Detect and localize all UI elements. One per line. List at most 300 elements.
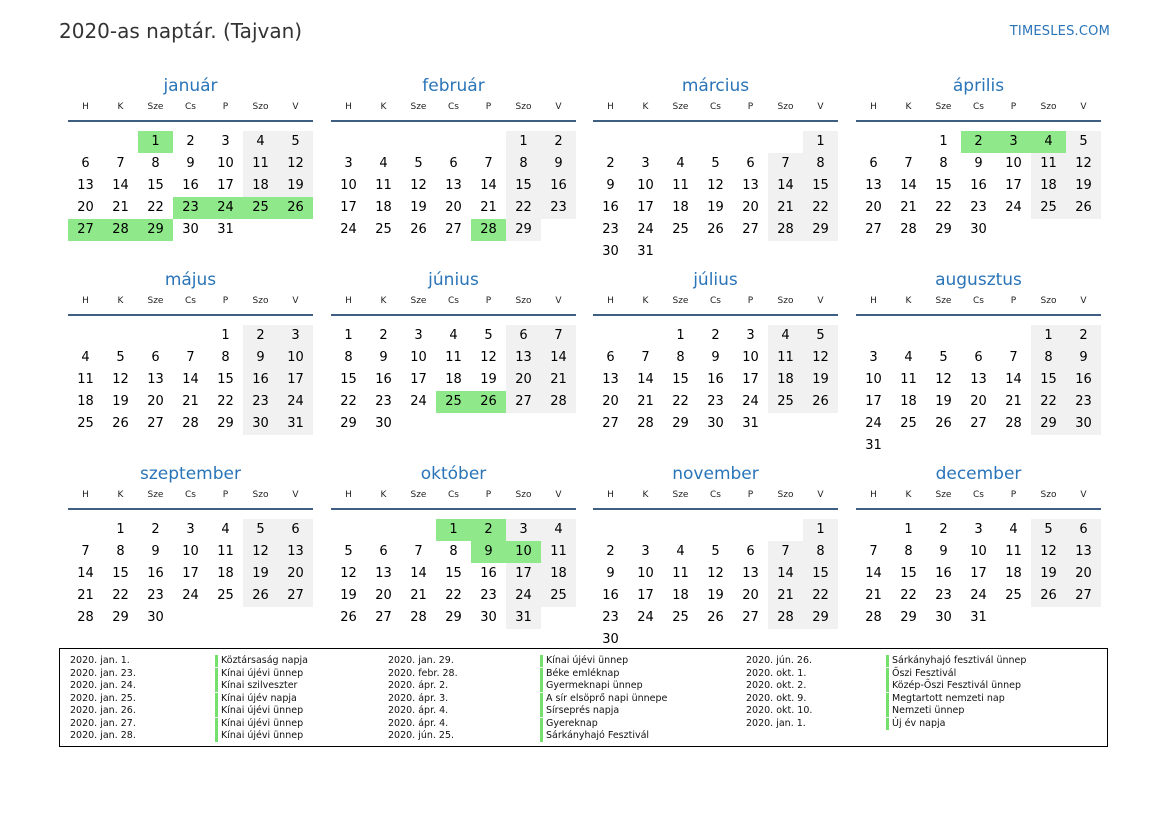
legend-date: 2020. okt. 1. — [746, 667, 807, 679]
weekday-label: Cs — [710, 296, 721, 306]
weekday-label: P — [485, 296, 492, 306]
header-divider — [593, 508, 838, 510]
weekday-label: P — [1010, 102, 1017, 112]
weekday-label: V — [1080, 296, 1087, 306]
day-cell: 31 — [865, 438, 882, 453]
day-cell: 18 — [672, 200, 689, 215]
day-cell: 24 — [208, 197, 243, 219]
legend-holiday-name: Köztársaság napja — [215, 655, 308, 667]
legend-date: 2020. jan. 24. — [70, 680, 136, 691]
weekday-label: V — [817, 296, 824, 306]
day-cell: 5 — [484, 328, 493, 343]
weekday-label: H — [82, 102, 89, 112]
day-cell: 21 — [541, 369, 576, 391]
month-4 — [68, 270, 313, 460]
day-cell: 30 — [970, 222, 987, 237]
day-cell: 11 — [445, 350, 462, 365]
day-cell: 17 — [1005, 178, 1022, 193]
day-cell: 16 — [480, 566, 497, 581]
day-cell: 17 — [637, 588, 654, 603]
day-cell: 17 — [637, 200, 654, 215]
weekday-label: Sze — [410, 102, 427, 112]
day-cell: 15 — [803, 563, 838, 585]
day-cell: 13 — [147, 372, 164, 387]
weekday-label: P — [485, 490, 492, 500]
day-cell: 10 — [637, 178, 654, 193]
day-cell: 17 — [506, 563, 541, 585]
weekday-label: H — [607, 102, 614, 112]
day-cell: 27 — [147, 416, 164, 431]
weekday-label: Cs — [973, 296, 984, 306]
day-cell: 25 — [77, 416, 94, 431]
day-cell: 11 — [375, 178, 392, 193]
weekday-header — [856, 296, 1101, 310]
day-cell: 6 — [449, 156, 458, 171]
weekday-label: P — [222, 490, 229, 500]
day-cell: 23 — [970, 200, 987, 215]
day-cell: 22 — [445, 588, 462, 603]
day-cell: 9 — [606, 178, 615, 193]
legend-date: 2020. jan. 26. — [70, 705, 136, 716]
day-cell: 24 — [742, 394, 759, 409]
day-cell: 20 — [506, 369, 541, 391]
day-cell: 20 — [445, 200, 462, 215]
day-cell: 3 — [506, 519, 541, 541]
day-cell: 17 — [182, 566, 199, 581]
legend-holiday-name: Gyermeknapi ünnep — [540, 680, 643, 692]
day-cell: 4 — [81, 350, 90, 365]
day-cell: 7 — [904, 156, 913, 171]
day-cell: 22 — [935, 200, 952, 215]
day-cell: 15 — [112, 566, 129, 581]
day-cell: 16 — [182, 178, 199, 193]
weekday-label: Szo — [777, 102, 794, 112]
day-cell: 25 — [375, 222, 392, 237]
day-cell: 13 — [375, 566, 392, 581]
month-2 — [593, 76, 838, 266]
day-cell: 17 — [970, 566, 987, 581]
day-cell: 10 — [182, 544, 199, 559]
month-5 — [331, 270, 576, 460]
day-cell: 20 — [1066, 563, 1101, 585]
day-cell: 26 — [471, 391, 506, 413]
day-cell: 19 — [278, 175, 313, 197]
day-cell: 4 — [379, 156, 388, 171]
weekday-label: H — [82, 490, 89, 500]
day-cell: 10 — [340, 178, 357, 193]
day-cell: 29 — [1031, 413, 1066, 435]
day-cell: 6 — [1066, 519, 1101, 541]
weekday-label: H — [345, 102, 352, 112]
day-cell: 27 — [970, 416, 987, 431]
day-cell: 7 — [186, 350, 195, 365]
day-cell: 3 — [414, 328, 423, 343]
day-cell: 12 — [480, 350, 497, 365]
day-cell: 13 — [602, 372, 619, 387]
day-cell: 9 — [711, 350, 720, 365]
day-cell: 20 — [147, 394, 164, 409]
day-cell: 20 — [970, 394, 987, 409]
day-cell: 2 — [186, 134, 195, 149]
day-cell: 13 — [865, 178, 882, 193]
site-link[interactable]: TIMESLES.COM — [1009, 24, 1110, 39]
legend-date: 2020. febr. 28. — [388, 667, 458, 679]
day-cell: 29 — [672, 416, 689, 431]
weekday-label: P — [747, 102, 754, 112]
legend-date: 2020. jún. 26. — [746, 655, 813, 666]
legend-holiday-name: A sír elsöprő napi ünnepe — [540, 693, 667, 705]
day-cell: 1 — [344, 328, 353, 343]
weekday-label: H — [870, 102, 877, 112]
day-cell: 8 — [221, 350, 230, 365]
day-cell: 13 — [970, 372, 987, 387]
day-cell: 11 — [768, 347, 803, 369]
month-name: november — [672, 464, 759, 484]
weekday-label: V — [555, 102, 562, 112]
day-cell: 29 — [803, 607, 838, 629]
day-cell: 19 — [410, 200, 427, 215]
day-cell: 13 — [445, 178, 462, 193]
legend-holiday-name: Kínai újév napja — [215, 693, 297, 705]
day-cell: 29 — [935, 222, 952, 237]
day-cell: 21 — [768, 585, 803, 607]
day-cell: 1 — [803, 519, 838, 541]
day-cell: 10 — [637, 566, 654, 581]
weekday-label: Cs — [448, 102, 459, 112]
day-cell: 22 — [1031, 391, 1066, 413]
day-cell: 16 — [970, 178, 987, 193]
legend-holiday-name: Gyereknap — [540, 718, 598, 730]
legend-date: 2020. jan. 1. — [746, 717, 806, 729]
weekday-label: Szo — [515, 102, 532, 112]
weekday-label: Szo — [252, 296, 269, 306]
day-cell: 12 — [707, 566, 724, 581]
day-cell: 25 — [541, 585, 576, 607]
legend-holiday-name: Közép-Őszi Fesztivál ünnep — [886, 680, 1021, 692]
day-cell: 30 — [1066, 413, 1101, 435]
header-divider — [593, 314, 838, 316]
day-cell: 22 — [803, 197, 838, 219]
day-cell: 16 — [375, 372, 392, 387]
legend-date: 2020. jan. 29. — [388, 655, 454, 666]
legend-holiday-name: Béke emléknap — [540, 668, 619, 680]
weekday-label: Szo — [777, 490, 794, 500]
day-cell: 18 — [900, 394, 917, 409]
day-cell: 27 — [742, 222, 759, 237]
day-cell: 10 — [865, 372, 882, 387]
day-cell: 25 — [672, 222, 689, 237]
day-cell: 30 — [480, 610, 497, 625]
month-0 — [68, 76, 313, 266]
month-10 — [593, 464, 838, 654]
weekday-label: H — [870, 296, 877, 306]
month-1 — [331, 76, 576, 266]
day-cell: 1 — [1031, 325, 1066, 347]
day-cell: 22 — [340, 394, 357, 409]
weekday-label: Cs — [710, 102, 721, 112]
weekday-label: Cs — [185, 296, 196, 306]
legend-holiday-name: Kínai újévi ünnep — [215, 730, 303, 742]
day-cell: 5 — [939, 350, 948, 365]
day-cell: 7 — [768, 153, 803, 175]
day-cell: 25 — [1031, 197, 1066, 219]
day-cell: 28 — [410, 610, 427, 625]
day-cell: 30 — [707, 416, 724, 431]
day-cell: 30 — [935, 610, 952, 625]
header-divider — [331, 120, 576, 122]
month-name: december — [935, 464, 1022, 484]
day-cell: 15 — [445, 566, 462, 581]
day-cell: 29 — [340, 416, 357, 431]
day-cell: 8 — [116, 544, 125, 559]
weekday-label: V — [292, 102, 299, 112]
legend-holiday-name: Sírseprés napja — [540, 705, 619, 717]
day-cell: 17 — [865, 394, 882, 409]
day-cell: 19 — [243, 563, 278, 585]
day-cell: 2 — [1066, 325, 1101, 347]
weekday-label: V — [292, 296, 299, 306]
day-cell: 24 — [410, 394, 427, 409]
day-cell: 14 — [768, 175, 803, 197]
weekday-label: Sze — [935, 102, 952, 112]
day-cell: 14 — [480, 178, 497, 193]
weekday-label: Sze — [672, 296, 689, 306]
day-cell: 21 — [112, 200, 129, 215]
day-cell: 9 — [471, 541, 506, 563]
day-cell: 8 — [904, 544, 913, 559]
day-cell: 19 — [1031, 563, 1066, 585]
day-cell: 14 — [637, 372, 654, 387]
day-cell: 9 — [243, 347, 278, 369]
weekday-label: P — [222, 102, 229, 112]
day-cell: 11 — [1005, 544, 1022, 559]
day-cell: 4 — [1031, 131, 1066, 153]
month-name: április — [952, 76, 1005, 96]
day-cell: 11 — [541, 541, 576, 563]
day-cell: 3 — [996, 131, 1031, 153]
day-cell: 13 — [742, 178, 759, 193]
day-cell: 20 — [278, 563, 313, 585]
day-cell: 27 — [865, 222, 882, 237]
day-cell: 8 — [151, 156, 160, 171]
day-cell: 13 — [506, 347, 541, 369]
day-cell: 26 — [1066, 197, 1101, 219]
day-cell: 22 — [217, 394, 234, 409]
weekday-label: K — [117, 490, 124, 500]
day-cell: 4 — [768, 325, 803, 347]
weekday-label: P — [222, 296, 229, 306]
day-cell: 26 — [935, 416, 952, 431]
month-name: május — [164, 270, 217, 290]
day-cell: 8 — [803, 153, 838, 175]
day-cell: 27 — [1066, 585, 1101, 607]
weekday-header — [68, 490, 313, 504]
day-cell: 6 — [869, 156, 878, 171]
day-cell: 16 — [243, 369, 278, 391]
day-cell: 20 — [865, 200, 882, 215]
day-cell: 16 — [707, 372, 724, 387]
day-cell: 13 — [742, 566, 759, 581]
day-cell: 8 — [344, 350, 353, 365]
day-cell: 5 — [278, 131, 313, 153]
weekday-label: V — [555, 490, 562, 500]
day-cell: 17 — [410, 372, 427, 387]
legend-holiday-name: Kínai újévi ünnep — [215, 668, 303, 680]
weekday-label: Sze — [672, 490, 689, 500]
day-cell: 7 — [116, 156, 125, 171]
weekday-label: K — [380, 296, 387, 306]
day-cell: 12 — [803, 347, 838, 369]
weekday-label: V — [817, 490, 824, 500]
day-cell: 28 — [637, 416, 654, 431]
day-cell: 2 — [541, 131, 576, 153]
day-cell: 12 — [243, 541, 278, 563]
day-cell: 28 — [768, 219, 803, 241]
weekday-label: Cs — [973, 490, 984, 500]
day-cell: 2 — [471, 519, 506, 541]
day-cell: 24 — [278, 391, 313, 413]
day-cell: 15 — [900, 566, 917, 581]
legend-holiday-name: Kínai újévi ünnep — [215, 718, 303, 730]
legend-holiday-name: Megtartott nemzeti nap — [886, 693, 1005, 705]
month-name: július — [693, 270, 738, 290]
day-cell: 24 — [865, 416, 882, 431]
day-cell: 14 — [768, 563, 803, 585]
day-cell: 16 — [602, 588, 619, 603]
month-name: március — [681, 76, 750, 96]
day-cell: 30 — [375, 416, 392, 431]
weekday-label: Szo — [777, 296, 794, 306]
day-cell: 19 — [340, 588, 357, 603]
day-cell: 8 — [506, 153, 541, 175]
day-cell: 18 — [445, 372, 462, 387]
weekday-header — [68, 296, 313, 310]
legend-date: 2020. ápr. 2. — [388, 680, 449, 691]
day-cell: 24 — [1005, 200, 1022, 215]
day-cell: 19 — [112, 394, 129, 409]
day-cell: 24 — [340, 222, 357, 237]
weekday-label: Szo — [252, 102, 269, 112]
weekday-label: V — [817, 102, 824, 112]
day-cell: 9 — [606, 566, 615, 581]
day-cell: 28 — [471, 219, 506, 241]
legend-holiday-name: Nemzeti ünnep — [886, 705, 964, 717]
day-cell: 29 — [217, 416, 234, 431]
weekday-label: K — [642, 296, 649, 306]
weekday-label: H — [82, 296, 89, 306]
day-cell: 21 — [768, 197, 803, 219]
day-cell: 23 — [602, 610, 619, 625]
day-cell: 30 — [602, 244, 619, 259]
legend-holiday-name: Kínai szilveszter — [215, 680, 297, 692]
day-cell: 13 — [278, 541, 313, 563]
day-cell: 14 — [112, 178, 129, 193]
day-cell: 15 — [1031, 369, 1066, 391]
day-cell: 25 — [436, 391, 471, 413]
day-cell: 16 — [602, 200, 619, 215]
legend-holiday-name: Sárkányhajó fesztivál ünnep — [886, 655, 1026, 667]
day-cell: 23 — [375, 394, 392, 409]
holiday-legend — [59, 648, 1108, 747]
day-cell: 15 — [217, 372, 234, 387]
day-cell: 12 — [112, 372, 129, 387]
day-cell: 16 — [935, 566, 952, 581]
weekday-label: K — [905, 102, 912, 112]
weekday-label: Cs — [448, 296, 459, 306]
weekday-label: Szo — [1040, 296, 1057, 306]
weekday-label: K — [380, 490, 387, 500]
legend-date: 2020. ápr. 3. — [388, 692, 449, 704]
day-cell: 20 — [77, 200, 94, 215]
day-cell: 21 — [900, 200, 917, 215]
header-divider — [856, 508, 1101, 510]
day-cell: 14 — [541, 347, 576, 369]
day-cell: 1 — [506, 131, 541, 153]
day-cell: 4 — [676, 156, 685, 171]
day-cell: 7 — [81, 544, 90, 559]
day-cell: 24 — [637, 222, 654, 237]
day-cell: 23 — [707, 394, 724, 409]
day-cell: 8 — [803, 541, 838, 563]
day-cell: 15 — [672, 372, 689, 387]
day-cell: 10 — [742, 350, 759, 365]
weekday-label: P — [1010, 490, 1017, 500]
day-cell: 23 — [243, 391, 278, 413]
legend-date: 2020. jan. 27. — [70, 717, 136, 729]
weekday-label: K — [380, 102, 387, 112]
weekday-header — [593, 102, 838, 116]
day-cell: 12 — [410, 178, 427, 193]
day-cell: 9 — [1066, 347, 1101, 369]
day-cell: 2 — [961, 131, 996, 153]
day-cell: 1 — [803, 131, 838, 153]
day-cell: 1 — [116, 522, 125, 537]
day-cell: 11 — [217, 544, 234, 559]
day-cell: 15 — [803, 175, 838, 197]
weekday-header — [856, 490, 1101, 504]
day-cell: 28 — [103, 219, 138, 241]
day-cell: 25 — [900, 416, 917, 431]
day-cell: 29 — [506, 219, 541, 241]
day-cell: 3 — [746, 328, 755, 343]
month-name: június — [428, 270, 479, 290]
day-cell: 20 — [602, 394, 619, 409]
day-cell: 16 — [147, 566, 164, 581]
weekday-label: K — [642, 490, 649, 500]
day-cell: 29 — [138, 219, 173, 241]
day-cell: 28 — [182, 416, 199, 431]
day-cell: 4 — [221, 522, 230, 537]
day-cell: 21 — [410, 588, 427, 603]
day-cell: 18 — [77, 394, 94, 409]
day-cell: 3 — [974, 522, 983, 537]
day-cell: 27 — [602, 416, 619, 431]
weekday-label: Szo — [252, 490, 269, 500]
weekday-label: Cs — [710, 490, 721, 500]
day-cell: 24 — [637, 610, 654, 625]
legend-date: 2020. jan. 23. — [70, 667, 136, 679]
header-divider — [68, 120, 313, 122]
day-cell: 3 — [186, 522, 195, 537]
month-6 — [593, 270, 838, 460]
day-cell: 17 — [340, 200, 357, 215]
weekday-label: K — [117, 102, 124, 112]
weekday-header — [68, 102, 313, 116]
weekday-label: P — [747, 296, 754, 306]
day-cell: 21 — [637, 394, 654, 409]
day-cell: 28 — [77, 610, 94, 625]
weekday-label: K — [905, 490, 912, 500]
